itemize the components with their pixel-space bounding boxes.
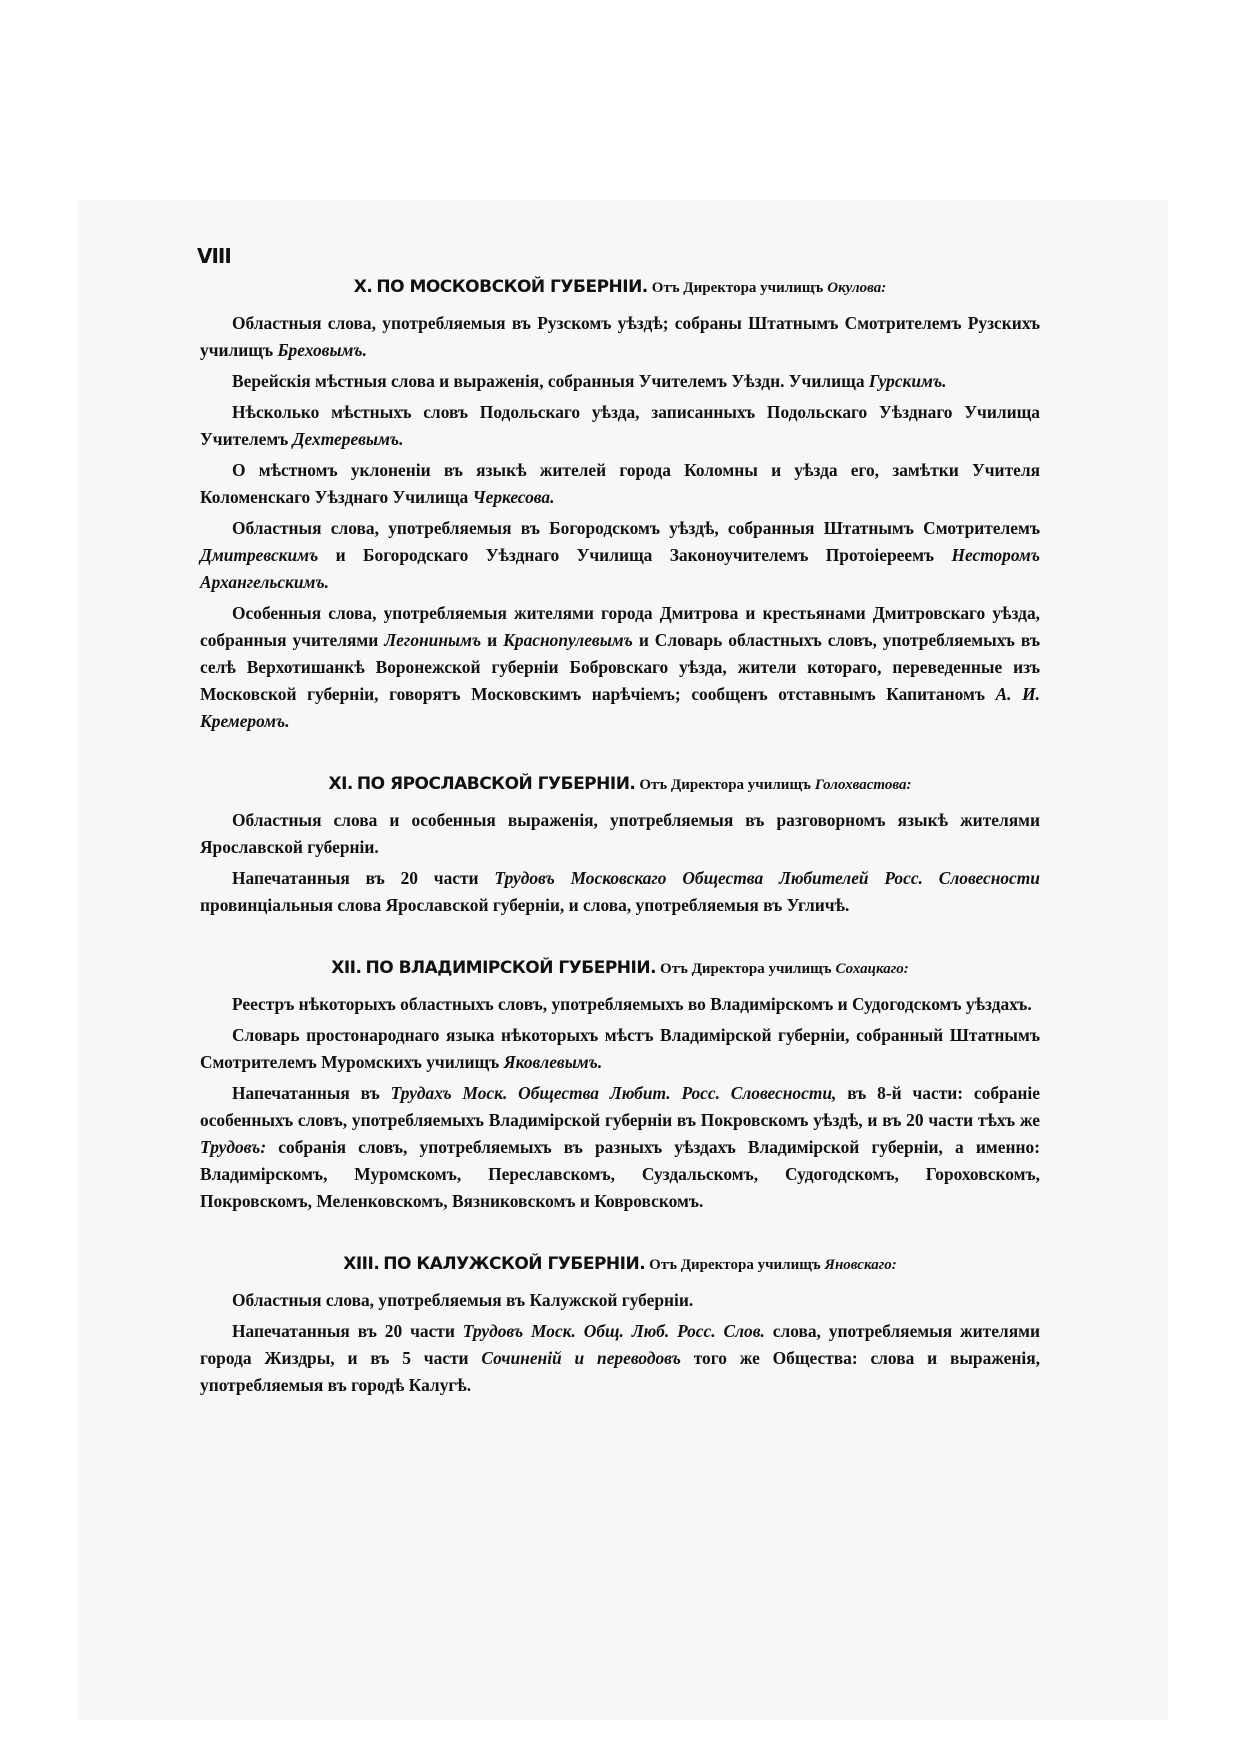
entry: Реестръ нѣкоторыхъ областныхъ словъ, употребляемыхъ во Владимірскомъ и Судогодскомъ уѣздахъ.	[232, 994, 1032, 1014]
section-region: ПО ВЛАДИМІРСКОЙ ГУБЕРНІИ.	[365, 958, 657, 978]
section-heading	[200, 1251, 1040, 1279]
entry: Областныя слова и особенныя выраженія, употребляемыя въ разговорномъ языкѣ жителями Ярославской губерніи.	[200, 810, 1040, 857]
entry: Областныя слова, употребляемыя въ Калужской губерніи.	[232, 1290, 694, 1310]
section-source-name: Яновскаго:	[824, 1257, 897, 1273]
section-heading	[200, 771, 1040, 799]
entry: Областныя слова, употребляемыя въ Рузскомъ уѣздѣ; собраны Штатнымъ Смотрителемъ Рузскихъ училищъ Бреховымъ.	[200, 313, 1040, 360]
section-number: XIII.	[343, 1254, 380, 1274]
section-kaluga	[200, 1251, 1040, 1399]
entry: Напечатанныя въ 20 части Трудовъ Московскаго Общества Любителей Росс. Словесности провинціальныя слова Ярославской губерніи, и слова, употребляемыя въ Угличѣ.	[200, 868, 1040, 915]
section-vladimir	[200, 955, 1040, 1215]
section-source-name: Окулова:	[827, 280, 887, 296]
section-number: XI.	[328, 774, 353, 794]
section-source: Отъ Директора училищъ	[639, 777, 811, 793]
entry: Напечатанныя въ Трудахъ Моск. Общества Любит. Росс. Словесности, въ 8-й части: собраніе особенныхъ словъ, употребляемыхъ Владимірской губерніи въ Покровскомъ уѣздѣ, и въ 20 части тѣхъ же Трудовъ: собранія словъ, употребляемыхъ въ разныхъ уѣздахъ Владимірской губерніи, а именно: Владимірскомъ, Муромскомъ, Переславскомъ, Суздальскомъ, Судогодскомъ, Гороховскомъ, Покровскомъ, Меленковскомъ, Вязниковскомъ и Ковровскомъ.	[200, 1083, 1040, 1211]
section-region: ПО МОСКОВСКОЙ ГУБЕРНІИ.	[376, 277, 648, 297]
section-region: ПО ЯРОСЛАВСКОЙ ГУБЕРНІИ.	[356, 774, 636, 794]
section-yaroslavl	[200, 771, 1040, 919]
section-number: X.	[353, 277, 373, 297]
section-heading	[200, 955, 1040, 983]
section-heading	[200, 274, 1040, 302]
document-body	[200, 240, 1040, 1403]
entry: Нѣсколько мѣстныхъ словъ Подольскаго уѣзда, записанныхъ Подольскаго Уѣзднаго Училища Учителемъ Дехтеревымъ.	[200, 402, 1040, 449]
entry: Словарь простонароднаго языка нѣкоторыхъ мѣстъ Владимірской губерніи, собранный Штатнымъ Смотрителемъ Муромскихъ училищъ Яковлевымъ.	[200, 1025, 1040, 1072]
section-source-name: Голохвастова:	[814, 777, 912, 793]
section-region: ПО КАЛУЖСКОЙ ГУБЕРНІИ.	[383, 1254, 646, 1274]
page-number: VIII	[197, 244, 231, 268]
section-moscow	[200, 274, 1040, 735]
entry: Напечатанныя въ 20 части Трудовъ Моск. Общ. Люб. Росс. Слов. слова, употребляемыя жителями города Жиздры, и въ 5 части Сочиненій и переводовъ того же Общества: слова и выраженія, употребляемыя въ городѣ Калугѣ.	[200, 1321, 1041, 1395]
section-source: Отъ Директора училищъ	[651, 280, 824, 296]
section-number: XII.	[331, 958, 362, 978]
section-source: Отъ Директора училищъ	[649, 1257, 821, 1273]
entry: О мѣстномъ уклоненіи въ языкѣ жителей города Коломны и уѣзда его, замѣтки Учителя Коломенскаго Уѣзднаго Училища Черкесова.	[200, 460, 1040, 507]
entry: Верейскія мѣстныя слова и выраженія, собранныя Учителемъ Уѣздн. Училища Гурскимъ.	[232, 371, 947, 391]
entry: Особенныя слова, употребляемыя жителями города Дмитрова и крестьянами Дмитровскаго уѣзда, собранныя учителями Легонинымъ и Краснопулевымъ и Словарь областныхъ словъ, употребляемыхъ въ селѣ Верхотишанкѣ Воронежской губерніи Бобровскаго уѣзда, жители котораго, переведенные изъ Московской губерніи, говорятъ Московскимъ нарѣчіемъ; сообщенъ отставнымъ Капитаномъ А. И. Кремеромъ.	[200, 603, 1040, 731]
section-source: Отъ Директора училищъ	[660, 961, 832, 977]
entry: Областныя слова, употребляемыя въ Богородскомъ уѣздѣ, собранныя Штатнымъ Смотрителемъ Дмитревскимъ и Богородскаго Уѣзднаго Училища Законоучителемъ Протоіереемъ Несторомъ Архангельскимъ.	[200, 518, 1040, 592]
section-source-name: Сохацкаго:	[835, 961, 909, 977]
